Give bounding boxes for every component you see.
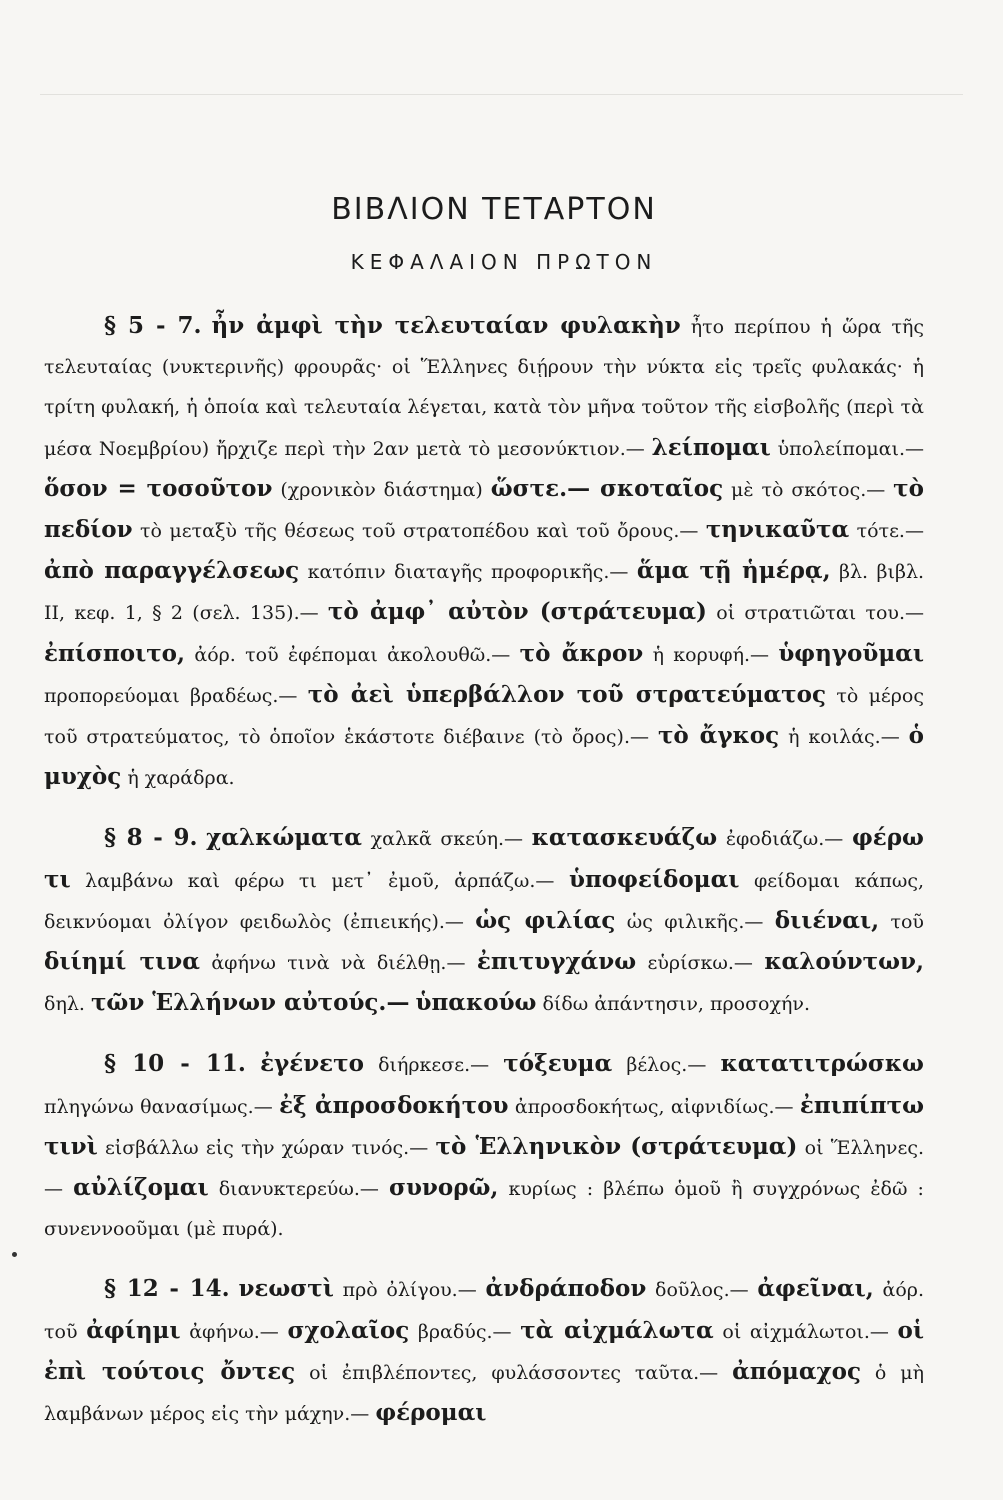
gloss: προπορεύομαι βραδέως.— bbox=[44, 684, 298, 707]
lemma: τὰ αἰχμάλωτα bbox=[520, 1316, 714, 1344]
paragraph-sections-8-9 bbox=[44, 818, 924, 1024]
gloss: ἐφοδιάζω.— bbox=[725, 828, 844, 851]
lemma: διίημί τινα bbox=[44, 948, 200, 976]
gloss: οἱ αἰχμάλωτοι.— bbox=[722, 1320, 889, 1343]
book-title: ΒΙΒΛΙΟΝ ΤΕΤΑΡΤΟΝ bbox=[331, 192, 657, 227]
lemma: ἐπιτυγχάνω bbox=[476, 948, 637, 976]
gloss: ἀφήνω.— bbox=[189, 1320, 279, 1343]
lemma: ἀπόμαχος bbox=[732, 1357, 861, 1385]
lemma: ὡς φιλίας bbox=[475, 906, 616, 934]
lemma: φέρω τι bbox=[44, 824, 924, 893]
lemma: ἐγένετο bbox=[260, 1050, 364, 1078]
lemma: τῶν Ἑλλήνων αὐτούς.— bbox=[90, 989, 410, 1017]
lemma: τὸ Ἑλληνικὸν (στράτευμα) bbox=[435, 1132, 798, 1160]
gloss: δίδω ἀπάντησιν, προσοχήν. bbox=[542, 993, 810, 1016]
page-content bbox=[44, 180, 924, 1454]
chapter-title: ΚΕΦΑΛΑΙΟΝ ΠΡΩΤΟΝ bbox=[350, 250, 658, 274]
gloss: πρὸ ὀλίγου.— bbox=[342, 1279, 477, 1302]
gloss: τότε.— bbox=[856, 520, 924, 543]
lemma: χαλκώματα bbox=[206, 824, 362, 852]
lemma: τὸ ἀμφ᾽ αὐτὸν (στράτευμα) bbox=[327, 598, 707, 626]
gloss: χαλκᾶ σκεύη.— bbox=[370, 828, 524, 851]
gloss: ἡ χαράδρα. bbox=[127, 767, 235, 790]
gloss: διήρκεσε.— bbox=[378, 1054, 490, 1077]
margin-dot bbox=[12, 1252, 17, 1257]
gloss: ὑπολείπομαι.— bbox=[777, 437, 924, 460]
lemma: ἀπὸ παραγγέλσεως bbox=[44, 557, 300, 585]
lemma: ἅμα τῇ ἡμέρᾳ, bbox=[636, 557, 831, 585]
gloss: ἀόρ. τοῦ bbox=[44, 1279, 924, 1343]
gloss: βέλος.— bbox=[626, 1054, 707, 1077]
lemma: ὅσον = τοσοῦτον bbox=[44, 474, 273, 502]
lemma: φέρομαι bbox=[375, 1399, 487, 1427]
section-number: § 5 - 7. bbox=[104, 312, 202, 339]
lemma: καλούντων, bbox=[764, 948, 924, 976]
lemma: ἀνδράποδον bbox=[485, 1275, 647, 1303]
gloss: δηλ. bbox=[44, 993, 85, 1016]
lemma: ὑπακούω bbox=[415, 989, 537, 1017]
lemma: τὸ ἀεὶ ὑπερβάλλον τοῦ στρατεύματος bbox=[307, 680, 826, 708]
gloss: κυρίως : βλέπω ὁμοῦ ἢ συγχρόνως ἐδῶ : συνεννοοῦμαι (μὲ πυρά). bbox=[44, 1178, 924, 1241]
lemma: οἱ ἐπὶ τούτοις ὄντες bbox=[44, 1316, 925, 1385]
gloss: λαμβάνω καὶ φέρω τι μετ᾽ ἐμοῦ, ἁρπάζω.— bbox=[85, 869, 555, 892]
gloss: εἰσβάλλω εἰς τὴν χώραν τινός.— bbox=[104, 1136, 429, 1159]
lemma: ἐπιπίπτω τινὶ bbox=[44, 1091, 924, 1160]
gloss: ἀόρ. τοῦ ἐφέπομαι ἀκολουθῶ.— bbox=[194, 643, 511, 666]
gloss: (χρονικὸν διάστημα) bbox=[280, 478, 483, 501]
gloss: τοῦ bbox=[890, 910, 924, 933]
section-number: § 10 - 11. bbox=[104, 1050, 246, 1078]
lemma: τὸ ἄκρον bbox=[519, 639, 644, 667]
lemma: τὸ ἄγκος bbox=[657, 722, 780, 750]
gloss: ἡ κοιλάς.— bbox=[788, 726, 900, 749]
gloss: διανυκτερεύω.— bbox=[218, 1178, 379, 1201]
lemma: ἀφίημι bbox=[86, 1316, 181, 1344]
lemma: ὥστε.— σκοταῖος bbox=[490, 474, 724, 502]
lemma: συνορῶ, bbox=[388, 1174, 499, 1202]
lemma: διιέναι, bbox=[774, 906, 880, 934]
gloss: οἱ στρατιῶται του.— bbox=[716, 602, 924, 625]
lemma: ἀφεῖναι, bbox=[757, 1275, 874, 1303]
gloss: τὸ μεταξὺ τῆς θέσεως τοῦ στρατοπέδου καὶ τοῦ ὄρους.— bbox=[140, 520, 699, 543]
gloss: δοῦλος.— bbox=[655, 1279, 749, 1302]
gloss: κατόπιν διαταγῆς προφορικῆς.— bbox=[307, 561, 629, 584]
gloss: ἡ κορυφή.— bbox=[652, 643, 770, 666]
gloss: ἀφήνω τινὰ νὰ διέλθῃ.— bbox=[211, 952, 466, 975]
gloss: ὁ μὴ λαμβάνων μέρος εἰς τὴν μάχην.— bbox=[44, 1361, 925, 1426]
gloss: ἀπροσδοκήτως, αἰφνιδίως.— bbox=[514, 1095, 794, 1118]
lemma: σχολαῖος bbox=[287, 1316, 410, 1344]
gloss: οἱ ἐπιβλέποντες, φυλάσσοντες ταῦτα.— bbox=[309, 1361, 719, 1384]
gloss: μὲ τὸ σκότος.— bbox=[731, 478, 886, 501]
lemma: τὸ πεδίον bbox=[44, 474, 924, 544]
lemma: ἐπίσποιτο, bbox=[44, 639, 186, 667]
lemma: κατατιτρώσκω bbox=[720, 1050, 924, 1078]
gloss: τὸ μέρος τοῦ στρατεύματος, τὸ ὁποῖον ἑκάστοτε διέβαινε (τὸ ὄρος).— bbox=[44, 684, 925, 749]
gloss: ὡς φιλικῆς.— bbox=[626, 910, 764, 933]
gloss: βλ. βιβλ. II, κεφ. 1, § 2 (σελ. 135).— bbox=[44, 561, 925, 625]
paragraph-sections-12-14 bbox=[44, 1269, 924, 1434]
paragraph-sections-10-11 bbox=[44, 1044, 924, 1249]
section-number: § 8 - 9. bbox=[104, 824, 198, 852]
gloss: πληγώνω θανασίμως.— bbox=[44, 1095, 273, 1118]
paragraph-sections-5-7 bbox=[44, 306, 924, 798]
lemma: κατασκευάζω bbox=[531, 824, 718, 852]
lemma: τηνικαῦτα bbox=[705, 516, 850, 544]
gloss: ἦτο περίπου ἡ ὥρα τῆς τελευταίας (νυκτερινῆς) φρουρᾶς· οἱ Ἕλληνες διῄρουν τὴν νύκτα εἰς τρεῖς φυλακάς· ἡ τρίτη φυλακή, ἡ ὁποία καὶ τελευταία λέγεται, κατὰ τὸν μῆνα τοῦτον τῆς εἰσβολῆς (περὶ τὰ μέσα Νοεμβρίου) ἤρχιζε περὶ τὴν 2αν μετὰ τὸ μεσονύκτιον.— bbox=[44, 316, 924, 460]
gloss: εὑρίσκω.— bbox=[647, 952, 753, 975]
section-number: § 12 - 14. bbox=[104, 1275, 230, 1303]
gloss: βραδύς.— bbox=[417, 1320, 512, 1343]
lemma: ὑποφείδομαι bbox=[569, 865, 740, 893]
lemma: ἦν ἀμφὶ τὴν τελευταίαν φυλακὴν bbox=[211, 312, 681, 339]
gloss: οἱ Ἕλληνες.— bbox=[44, 1136, 924, 1201]
lemma: ὑφηγοῦμαι bbox=[778, 639, 924, 667]
lemma: αὐλίζομαι bbox=[73, 1174, 209, 1202]
bleed-through-header bbox=[40, 88, 963, 95]
lemma: ὁ μυχὸς bbox=[44, 722, 924, 791]
lemma: νεωστὶ bbox=[238, 1275, 334, 1303]
gloss: φείδομαι κάπως, δεικνύομαι ὀλίγον φειδωλὸς (ἐπιεικής).— bbox=[44, 869, 924, 933]
lemma: λείπομαι bbox=[651, 433, 771, 461]
lemma: τόξευμα bbox=[503, 1050, 613, 1078]
lemma: ἐξ ἀπροσδοκήτου bbox=[279, 1091, 509, 1119]
